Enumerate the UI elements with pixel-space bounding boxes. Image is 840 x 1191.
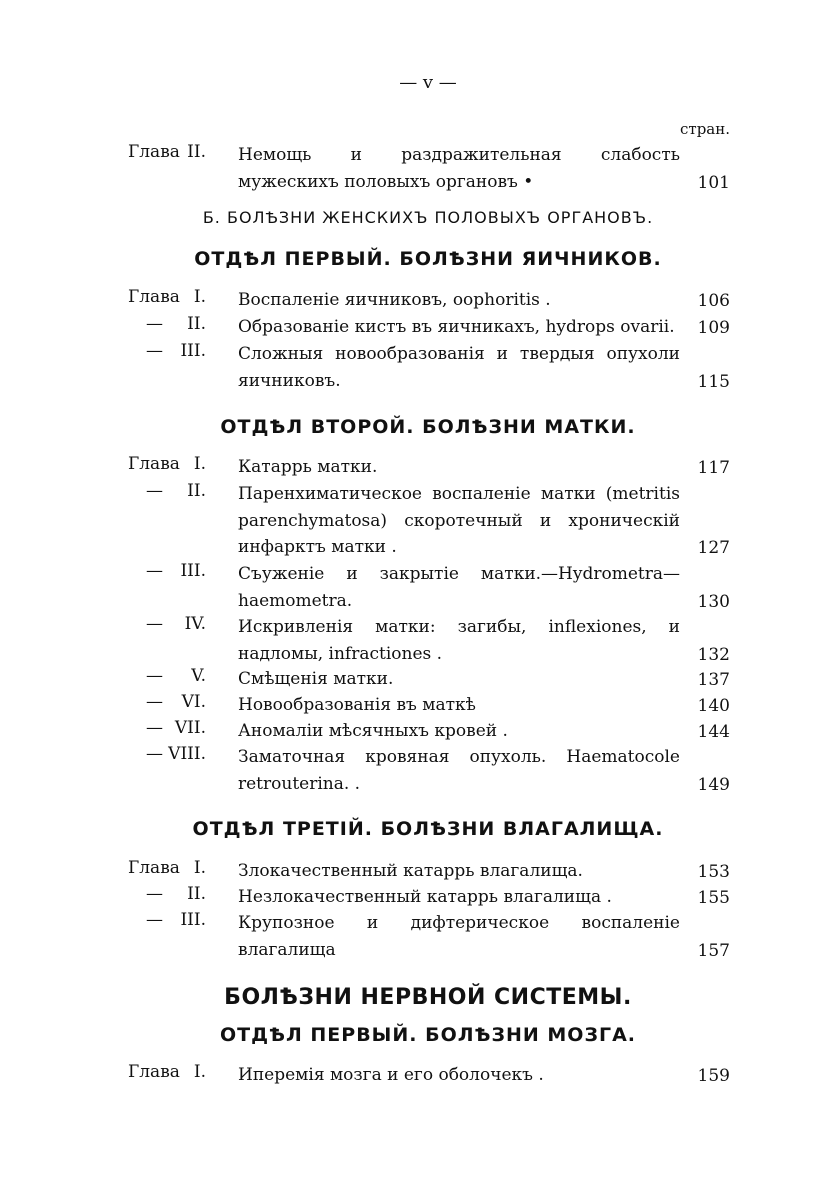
- entry-title: Заматочная кровяная опухоль. Haematocole retrouterina. .: [238, 747, 680, 794]
- entry-page: 132: [697, 644, 730, 665]
- toc-entry[interactable]: [128, 1062, 730, 1089]
- toc-entry[interactable]: [128, 454, 730, 481]
- page-column-header: стран.: [680, 120, 731, 138]
- entry-number: V.: [191, 666, 206, 686]
- entry-number: III.: [180, 910, 206, 930]
- entry-label: —: [146, 614, 163, 634]
- entry-page: 127: [697, 537, 730, 558]
- entry-label: —: [146, 718, 163, 738]
- entry-number: I.: [193, 858, 206, 878]
- entry-page: 153: [697, 861, 730, 882]
- entry-page: 106: [697, 290, 730, 311]
- section-heading: ОТДѢЛ ПЕРВЫЙ. БОЛѢЗНИ МОЗГА.: [220, 1024, 636, 1046]
- toc-entry[interactable]: [128, 481, 730, 561]
- entry-title: Образованіе кистъ въ яичникахъ, hydrops ovarii.: [238, 317, 675, 337]
- entry-title: Злокачественный катаррь влагалища.: [238, 861, 583, 881]
- toc-entry[interactable]: [128, 341, 730, 395]
- toc-entry[interactable]: [128, 744, 730, 798]
- entry-title: Воспаленіе яичниковъ, oophoritis .: [238, 290, 551, 310]
- section-heading: ОТДѢЛ ВТОРОЙ. БОЛѢЗНИ МАТКИ.: [220, 416, 636, 438]
- entry-title: Незлокачественный катаррь влагалища .: [238, 887, 612, 907]
- toc-entry[interactable]: [128, 718, 730, 745]
- entry-title: Смѣщенія матки.: [238, 669, 394, 689]
- entry-number: III.: [180, 341, 206, 361]
- entry-label: —: [146, 341, 163, 361]
- entry-title: Искривленія матки: загибы, inflexiones, и надломы, infractiones .: [238, 617, 680, 664]
- entry-page: 157: [697, 940, 730, 961]
- toc-entry[interactable]: [128, 287, 730, 314]
- entry-page: 101: [697, 172, 730, 193]
- toc-entry[interactable]: [128, 666, 730, 693]
- toc-entry[interactable]: [128, 858, 730, 885]
- entry-number: I.: [193, 454, 206, 474]
- entry-number: II.: [187, 884, 206, 904]
- entry-number: I.: [193, 1062, 206, 1082]
- toc-entry[interactable]: [128, 692, 730, 719]
- entry-label: —: [146, 666, 163, 686]
- entry-page: 159: [697, 1065, 730, 1086]
- toc-entry[interactable]: [128, 142, 730, 196]
- entry-label: Глава: [128, 287, 180, 307]
- entry-page: 149: [697, 774, 730, 795]
- section-heading: ОТДѢЛ ТРЕТІЙ. БОЛѢЗНИ ВЛАГАЛИЩА.: [192, 818, 664, 840]
- entry-page: 140: [697, 695, 730, 716]
- page-number: — v —: [399, 72, 457, 93]
- entry-title: Аномаліи мѣсячныхъ кровей .: [238, 721, 508, 741]
- toc-entry[interactable]: [128, 561, 730, 615]
- toc-entry[interactable]: [128, 910, 730, 964]
- toc-entry[interactable]: [128, 614, 730, 668]
- entry-page: 130: [697, 591, 730, 612]
- entry-number: II.: [187, 481, 206, 501]
- section-heading: Б. БОЛѢЗНИ ЖЕНСКИХЪ ПОЛОВЫХЪ ОРГАНОВЪ.: [202, 208, 654, 227]
- entry-page: 115: [697, 371, 730, 392]
- entry-title: Съуженіе и закрытіе матки.—Hydrometra—haemometra.: [238, 564, 680, 611]
- entry-label: Глава: [128, 1062, 180, 1082]
- entry-label: —: [146, 314, 163, 334]
- entry-label: —: [146, 910, 163, 930]
- entry-number: VIII.: [168, 744, 206, 764]
- entry-page: 109: [697, 317, 730, 338]
- entry-label: —: [146, 481, 163, 501]
- entry-number: VI.: [181, 692, 206, 712]
- entry-number: II.: [187, 142, 206, 162]
- entry-title: Сложныя новообразованія и твердыя опухоли яичниковъ.: [238, 344, 680, 391]
- entry-number: I.: [193, 287, 206, 307]
- entry-title: Катаррь матки.: [238, 457, 378, 477]
- entry-page: 155: [697, 887, 730, 908]
- entry-number: III.: [180, 561, 206, 581]
- entry-number: VII.: [174, 718, 206, 738]
- entry-title: Иперемія мозга и его оболочекъ .: [238, 1065, 544, 1085]
- section-heading: ОТДѢЛ ПЕРВЫЙ. БОЛѢЗНИ ЯИЧНИКОВ.: [194, 248, 662, 270]
- toc-entry[interactable]: [128, 314, 730, 341]
- entry-label: Глава: [128, 142, 180, 162]
- entry-label: Глава: [128, 454, 180, 474]
- entry-title: Новообразованія въ маткѣ: [238, 695, 476, 715]
- entry-page: 117: [697, 457, 730, 478]
- entry-title: Немощь и раздражительная слабость мужескихъ половыхъ органовъ •: [238, 145, 680, 192]
- entry-label: —: [146, 692, 163, 712]
- entry-title: Паренхиматическое воспаленіе матки (metritis parenchymatosa) скоротечный и хроническій инфарктъ матки .: [238, 484, 680, 557]
- entry-number: II.: [187, 314, 206, 334]
- entry-label: —: [146, 744, 163, 764]
- entry-page: 137: [697, 669, 730, 690]
- entry-number: IV.: [184, 614, 206, 634]
- toc-entry[interactable]: [128, 884, 730, 911]
- entry-label: —: [146, 561, 163, 581]
- entry-label: Глава: [128, 858, 180, 878]
- entry-page: 144: [697, 721, 730, 742]
- entry-title: Крупозное и дифтерическое воспаленіе влагалища: [238, 913, 680, 960]
- section-heading: БОЛѢЗНИ НЕРВНОЙ СИСТЕМЫ.: [224, 985, 632, 1010]
- entry-label: —: [146, 884, 163, 904]
